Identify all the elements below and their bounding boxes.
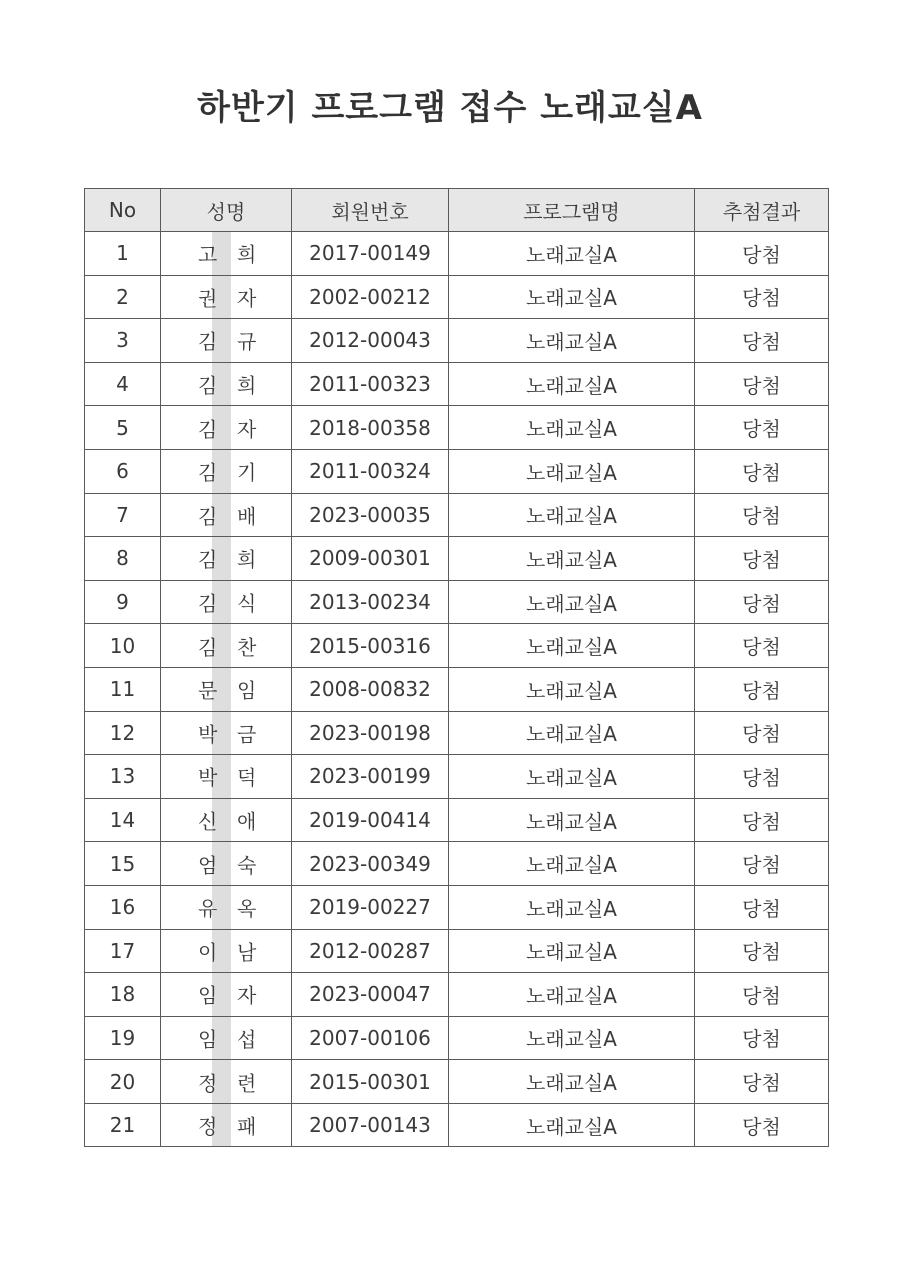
name-family: 김: [198, 504, 218, 529]
header-result: 추첨결과: [695, 189, 829, 232]
row-program: 노래교실A: [449, 755, 695, 799]
name-given: 임: [237, 678, 257, 703]
row-no: 12: [85, 711, 161, 755]
row-member-id: 2008-00832: [292, 667, 449, 711]
name-family: 정: [198, 1071, 218, 1096]
row-member-id: 2019-00414: [292, 798, 449, 842]
row-program: 노래교실A: [449, 406, 695, 450]
name-family: 김: [198, 635, 218, 660]
table-body: [85, 232, 829, 1147]
row-program: 노래교실A: [449, 973, 695, 1017]
row-no: 10: [85, 624, 161, 668]
row-result: 당첨: [695, 275, 829, 319]
name-given: 숙: [237, 853, 257, 878]
row-no: 2: [85, 275, 161, 319]
row-member-id: 2013-00234: [292, 580, 449, 624]
name-given: 규: [237, 329, 257, 354]
row-no: 5: [85, 406, 161, 450]
row-name: [161, 755, 292, 799]
row-name: [161, 929, 292, 973]
table-row: [85, 537, 829, 581]
row-no: 8: [85, 537, 161, 581]
row-no: 16: [85, 885, 161, 929]
name-given: 금: [237, 722, 257, 747]
row-name: [161, 580, 292, 624]
row-name: [161, 537, 292, 581]
name-family: 박: [198, 722, 218, 747]
row-result: 당첨: [695, 798, 829, 842]
row-name: [161, 624, 292, 668]
table-header-row: [85, 189, 829, 232]
name-given: 옥: [237, 896, 257, 921]
row-result: 당첨: [695, 624, 829, 668]
name-given: 자: [237, 286, 257, 311]
row-member-id: 2015-00301: [292, 1060, 449, 1104]
row-program: 노래교실A: [449, 1060, 695, 1104]
name-family: 문: [198, 678, 218, 703]
row-name: [161, 1103, 292, 1147]
name-given: 자: [237, 983, 257, 1008]
row-program: 노래교실A: [449, 885, 695, 929]
row-member-id: 2023-00198: [292, 711, 449, 755]
row-member-id: 2007-00106: [292, 1016, 449, 1060]
row-member-id: 2009-00301: [292, 537, 449, 581]
table-row: [85, 711, 829, 755]
row-no: 21: [85, 1103, 161, 1147]
row-program: 노래교실A: [449, 1103, 695, 1147]
row-name: [161, 406, 292, 450]
row-member-id: 2012-00043: [292, 319, 449, 363]
table-row: [85, 580, 829, 624]
name-family: 엄: [198, 853, 218, 878]
row-program: 노래교실A: [449, 929, 695, 973]
row-result: 당첨: [695, 1016, 829, 1060]
name-given: 찬: [237, 635, 257, 660]
row-member-id: 2023-00035: [292, 493, 449, 537]
name-given: 희: [237, 547, 257, 572]
name-family: 김: [198, 417, 218, 442]
row-program: 노래교실A: [449, 319, 695, 363]
name-given: 배: [237, 504, 257, 529]
row-name: [161, 842, 292, 886]
table-row: [85, 275, 829, 319]
table-row: [85, 798, 829, 842]
table-row: [85, 1060, 829, 1104]
row-member-id: 2018-00358: [292, 406, 449, 450]
name-family: 고: [198, 242, 218, 267]
row-no: 4: [85, 362, 161, 406]
table-row: [85, 493, 829, 537]
row-program: 노래교실A: [449, 711, 695, 755]
table-row: [85, 929, 829, 973]
row-result: 당첨: [695, 667, 829, 711]
row-member-id: 2015-00316: [292, 624, 449, 668]
table-row: [85, 1103, 829, 1147]
row-program: 노래교실A: [449, 362, 695, 406]
header-name: 성명: [161, 189, 292, 232]
table-row: [85, 362, 829, 406]
row-result: 당첨: [695, 319, 829, 363]
row-member-id: 2011-00323: [292, 362, 449, 406]
row-result: 당첨: [695, 232, 829, 276]
row-no: 3: [85, 319, 161, 363]
results-table: [84, 188, 829, 1147]
row-program: 노래교실A: [449, 1016, 695, 1060]
row-result: 당첨: [695, 1060, 829, 1104]
page-title: 하반기 프로그램 접수 노래교실A: [197, 88, 703, 128]
row-result: 당첨: [695, 973, 829, 1017]
row-result: 당첨: [695, 755, 829, 799]
row-no: 17: [85, 929, 161, 973]
name-family: 유: [198, 896, 218, 921]
table-row: [85, 755, 829, 799]
row-result: 당첨: [695, 580, 829, 624]
table-row: [85, 973, 829, 1017]
row-result: 당첨: [695, 406, 829, 450]
name-family: 김: [198, 460, 218, 485]
name-family: 권: [198, 286, 218, 311]
row-name: [161, 798, 292, 842]
row-name: [161, 1016, 292, 1060]
name-family: 임: [198, 983, 218, 1008]
name-given: 희: [237, 373, 257, 398]
header-member-id: 회원번호: [292, 189, 449, 232]
table-row: [85, 449, 829, 493]
name-given: 식: [237, 591, 257, 616]
table-row: [85, 319, 829, 363]
table-row: [85, 667, 829, 711]
table-row: [85, 406, 829, 450]
name-given: 섭: [237, 1027, 257, 1052]
name-family: 이: [198, 940, 218, 965]
table-row: [85, 885, 829, 929]
name-given: 패: [237, 1114, 257, 1139]
name-family: 김: [198, 547, 218, 572]
row-result: 당첨: [695, 842, 829, 886]
name-given: 련: [237, 1071, 257, 1096]
row-name: [161, 973, 292, 1017]
row-member-id: 2007-00143: [292, 1103, 449, 1147]
row-name: [161, 1060, 292, 1104]
row-no: 9: [85, 580, 161, 624]
row-program: 노래교실A: [449, 842, 695, 886]
row-no: 7: [85, 493, 161, 537]
row-no: 14: [85, 798, 161, 842]
row-no: 6: [85, 449, 161, 493]
row-member-id: 2002-00212: [292, 275, 449, 319]
row-program: 노래교실A: [449, 537, 695, 581]
row-member-id: 2011-00324: [292, 449, 449, 493]
row-program: 노래교실A: [449, 624, 695, 668]
row-member-id: 2023-00047: [292, 973, 449, 1017]
name-family: 김: [198, 329, 218, 354]
row-name: [161, 275, 292, 319]
row-result: 당첨: [695, 929, 829, 973]
row-name: [161, 449, 292, 493]
row-result: 당첨: [695, 1103, 829, 1147]
table-row: [85, 842, 829, 886]
row-name: [161, 885, 292, 929]
row-no: 1: [85, 232, 161, 276]
table-row: [85, 1016, 829, 1060]
row-result: 당첨: [695, 362, 829, 406]
row-member-id: 2019-00227: [292, 885, 449, 929]
row-name: [161, 667, 292, 711]
row-name: [161, 319, 292, 363]
name-family: 임: [198, 1027, 218, 1052]
row-program: 노래교실A: [449, 580, 695, 624]
row-member-id: 2012-00287: [292, 929, 449, 973]
name-family: 정: [198, 1114, 218, 1139]
row-no: 20: [85, 1060, 161, 1104]
row-name: [161, 232, 292, 276]
row-program: 노래교실A: [449, 449, 695, 493]
row-program: 노래교실A: [449, 667, 695, 711]
header-program: 프로그램명: [449, 189, 695, 232]
row-no: 11: [85, 667, 161, 711]
table-row: [85, 624, 829, 668]
name-given: 애: [237, 809, 257, 834]
row-result: 당첨: [695, 449, 829, 493]
name-family: 신: [198, 809, 218, 834]
row-name: [161, 362, 292, 406]
row-no: 18: [85, 973, 161, 1017]
row-result: 당첨: [695, 711, 829, 755]
row-result: 당첨: [695, 493, 829, 537]
row-result: 당첨: [695, 537, 829, 581]
name-given: 덕: [237, 765, 257, 790]
name-family: 김: [198, 373, 218, 398]
row-member-id: 2017-00149: [292, 232, 449, 276]
row-program: 노래교실A: [449, 275, 695, 319]
row-name: [161, 711, 292, 755]
name-family: 김: [198, 591, 218, 616]
row-member-id: 2023-00349: [292, 842, 449, 886]
name-given: 자: [237, 417, 257, 442]
name-given: 남: [237, 940, 257, 965]
row-no: 13: [85, 755, 161, 799]
row-no: 15: [85, 842, 161, 886]
row-no: 19: [85, 1016, 161, 1060]
row-result: 당첨: [695, 885, 829, 929]
row-member-id: 2023-00199: [292, 755, 449, 799]
row-name: [161, 493, 292, 537]
name-family: 박: [198, 765, 218, 790]
table-row: [85, 232, 829, 276]
name-given: 희: [237, 242, 257, 267]
row-program: 노래교실A: [449, 798, 695, 842]
row-program: 노래교실A: [449, 232, 695, 276]
header-no: No: [85, 189, 161, 232]
row-program: 노래교실A: [449, 493, 695, 537]
name-given: 기: [237, 460, 257, 485]
